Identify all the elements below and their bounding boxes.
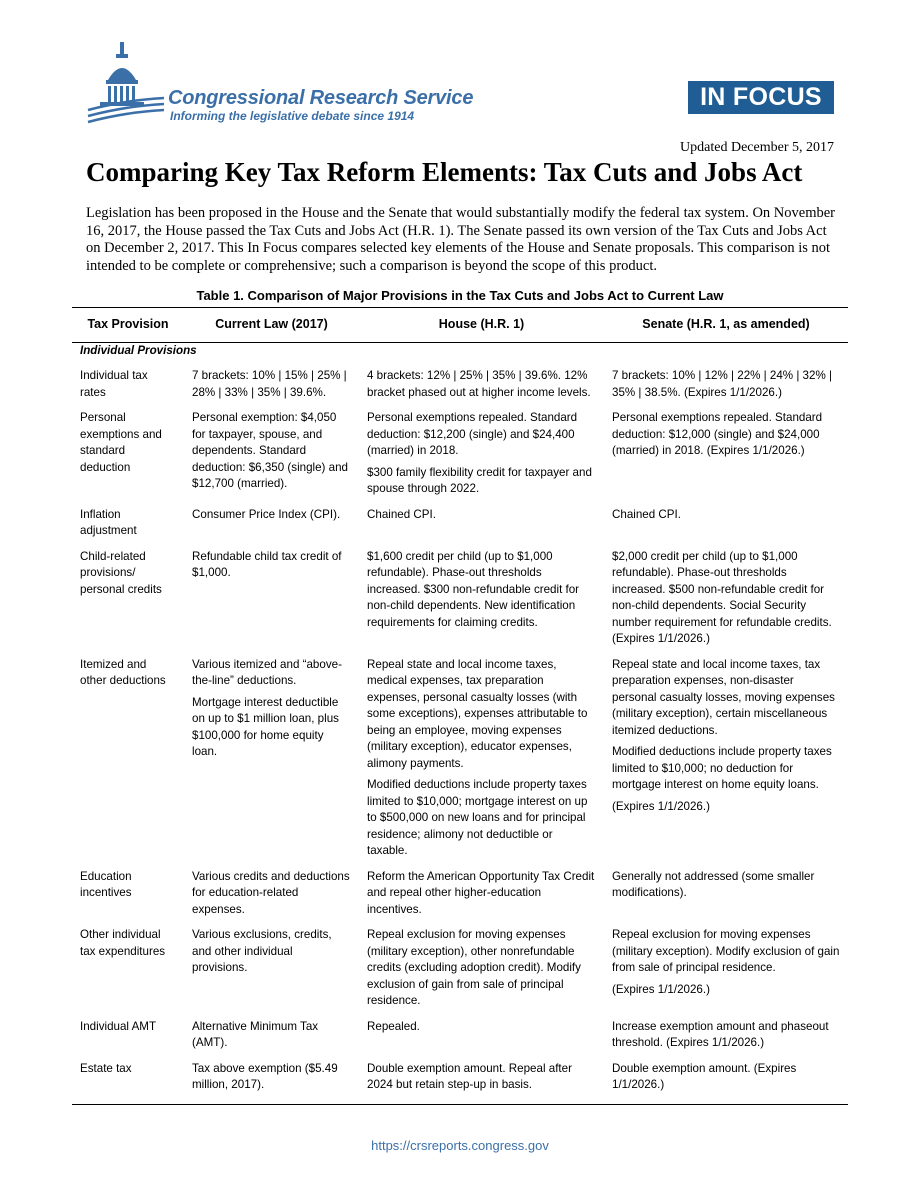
senate-cell [604, 1019, 848, 1061]
table-row [72, 410, 848, 507]
current-text: Tax above exemption ($5.49 million, 2017). [192, 1061, 338, 1091]
house-text: 4 brackets: 12% | 25% | 35% | 39.6%. 12% bracket phased out at higher income levels. [367, 369, 591, 399]
house-text: Double exemption amount. Repeal after 2024 but retain step-up in basis. [367, 1061, 572, 1091]
column-header: Senate (H.R. 1, as amended) [642, 317, 810, 331]
house-cell [359, 549, 604, 657]
house-text: $1,600 credit per child (up to $1,000 refundable). Phase-out thresholds increased. $300 non-refundable credit for non-child dependents. New identification requirements for claiming credits. [367, 549, 580, 629]
senate-text: Chained CPI. [612, 507, 681, 521]
table-row [72, 507, 848, 549]
table-row [72, 1019, 848, 1061]
provision-cell: Individual AMT [80, 1019, 157, 1033]
page-title: Comparing Key Tax Reform Elements: Tax Cuts and Jobs Act [86, 157, 803, 187]
house-text: Reform the American Opportunity Tax Credit and repeal other higher-education incentives. [367, 869, 595, 916]
house-text: Personal exemptions repealed. Standard deduction: $12,200 (single) and $24,400 (married) in 2018. [367, 411, 578, 457]
current-text: Consumer Price Index (CPI). [192, 507, 341, 521]
house-text: Repeal exclusion for moving expenses (military exception), other nonrefundable credits (excluding adoption credit). Modify exclusion of gain from sale of principal residence. [367, 928, 581, 1007]
senate-text: Personal exemptions repealed. Standard deduction: $12,000 (single) and $24,000 (married) in 2018. (Expires 1/1/2026.) [612, 411, 823, 457]
senate-text: Double exemption amount. (Expires 1/1/2026.) [612, 1061, 797, 1091]
column-header: Current Law (2017) [215, 317, 328, 331]
current-cell [184, 507, 359, 549]
current-text: Various itemized and “above-the-line” deductions. [192, 657, 342, 687]
current-text: Refundable child tax credit of $1,000. [192, 549, 342, 579]
in-focus-badge: IN FOCUS [688, 81, 834, 114]
current-text: 7 brackets: 10% | 15% | 25% | 28% | 33% | 35% | 39.6%. [192, 369, 347, 399]
house-text: Repealed. [367, 1019, 420, 1033]
table-caption: Table 1. Comparison of Major Provisions in the Tax Cuts and Jobs Act to Current Law [196, 288, 724, 303]
current-cell [184, 1061, 359, 1103]
current-text: Various credits and deductions for education-related expenses. [192, 869, 350, 916]
senate-text: Increase exemption amount and phaseout threshold. (Expires 1/1/2026.) [612, 1019, 829, 1049]
org-name: Congressional Research Service [168, 87, 474, 109]
table-row [72, 927, 848, 1019]
current-cell [184, 869, 359, 928]
provision-cell: Personal exemptions and standard deduction [80, 411, 162, 474]
house-text: Modified deductions include property taxes limited to $10,000; mortgage interest on up to $500,000 on new loans and for principal residence; alimony not deductible or taxable. [367, 778, 588, 857]
senate-cell [604, 549, 848, 657]
provision-cell: Child-related provisions/ personal credits [80, 549, 162, 596]
current-cell [184, 927, 359, 1019]
house-cell [359, 1061, 604, 1103]
house-cell [359, 927, 604, 1019]
footer-url[interactable]: https://crsreports.congress.gov [371, 1138, 549, 1153]
senate-cell [604, 657, 848, 869]
current-cell [184, 410, 359, 507]
senate-cell [604, 507, 848, 549]
current-cell [184, 549, 359, 657]
table-row [72, 657, 848, 869]
capitol-dome-icon [86, 40, 166, 135]
table-row [72, 368, 848, 410]
provision-cell: Estate tax [80, 1061, 132, 1075]
table-row [72, 869, 848, 928]
table-header-row [72, 312, 848, 342]
house-text: Repeal state and local income taxes, medical expenses, tax preparation expenses, personal casualty losses (with some exceptions), expenses attributable to being an employee, moving expenses (military exception), educator expenses, alimony payments. [367, 657, 588, 770]
provisions-table [72, 312, 848, 1103]
house-cell [359, 410, 604, 507]
column-header: House (H.R. 1) [438, 317, 525, 331]
house-cell [359, 507, 604, 549]
senate-text: Repeal exclusion for moving expenses (military exception). Modify exclusion of gain from sale of principal residence. [612, 928, 840, 974]
org-tagline: Informing the legislative debate since 1914 [170, 109, 415, 123]
table-top-rule [72, 307, 848, 308]
section-row [72, 342, 848, 368]
house-cell [359, 869, 604, 928]
provision-cell: Other individual tax expenditures [80, 928, 166, 958]
senate-cell [604, 410, 848, 507]
senate-cell [604, 1061, 848, 1103]
current-text: Various exclusions, credits, and other individual provisions. [192, 928, 332, 974]
current-text: Alternative Minimum Tax (AMT). [192, 1019, 319, 1049]
table-row [72, 549, 848, 657]
provision-cell: Itemized and other deductions [80, 657, 166, 687]
senate-text: Modified deductions include property taxes limited to $10,000; no deduction for mortgage interest on home equity loans. [612, 745, 832, 791]
house-cell [359, 368, 604, 410]
senate-cell [604, 869, 848, 928]
provision-cell: Education incentives [80, 869, 132, 899]
table-row [72, 1061, 848, 1103]
senate-text: 7 brackets: 10% | 12% | 22% | 24% | 32% | 35% | 38.5%. (Expires 1/1/2026.) [612, 369, 832, 399]
house-cell [359, 657, 604, 869]
senate-text: $2,000 credit per child (up to $1,000 refundable). Phase-out thresholds increased. $500 non-refundable credit for non-child dependents. Social Security number requirement for refundable credits. (Expires 1/1/2026.) [612, 549, 832, 645]
senate-cell [604, 368, 848, 410]
provision-cell: Individual tax rates [80, 369, 148, 399]
current-text: Mortgage interest deductible on up to $1 million loan, plus $100,000 for home equity loan. [192, 695, 339, 758]
senate-cell [604, 927, 848, 1019]
table-bottom-rule [72, 1104, 848, 1105]
house-cell [359, 1019, 604, 1061]
updated-date: Updated December 5, 2017 [680, 140, 834, 155]
provision-cell: Inflation adjustment [80, 507, 137, 537]
senate-text: Generally not addressed (some smaller modifications). [612, 869, 815, 899]
current-cell [184, 1019, 359, 1061]
current-text: Personal exemption: $4,050 for taxpayer, spouse, and dependents. Standard deduction: $6,350 (single) and $12,700 (married). [192, 411, 348, 490]
current-cell [184, 657, 359, 869]
intro-paragraph: Legislation has been proposed in the House and the Senate that would substantially modify the federal tax system. On November 16, 2017, the House passed the Tax Cuts and Jobs Act (H.R. 1). The Senate passed its own version of the Tax Cuts and Jobs Act on December 2, 2017. This In Focus compares selected key elements of the House and Senate proposals. This comparison is not intended to be complete or comprehensive; such a comparison is beyond the scope of this product. [86, 205, 835, 274]
house-text: $300 family flexibility credit for taxpayer and spouse through 2022. [367, 465, 592, 495]
section-label: Individual Provisions [80, 343, 197, 357]
column-header: Tax Provision [87, 317, 169, 331]
current-cell [184, 368, 359, 410]
senate-text: (Expires 1/1/2026.) [612, 799, 710, 813]
house-text: Chained CPI. [367, 507, 436, 521]
senate-text: Repeal state and local income taxes, tax preparation expenses, non-disaster personal casualty losses, moving expenses (military exception), certain miscellaneous itemized deductions. [612, 657, 835, 737]
senate-text: (Expires 1/1/2026.) [612, 982, 710, 996]
